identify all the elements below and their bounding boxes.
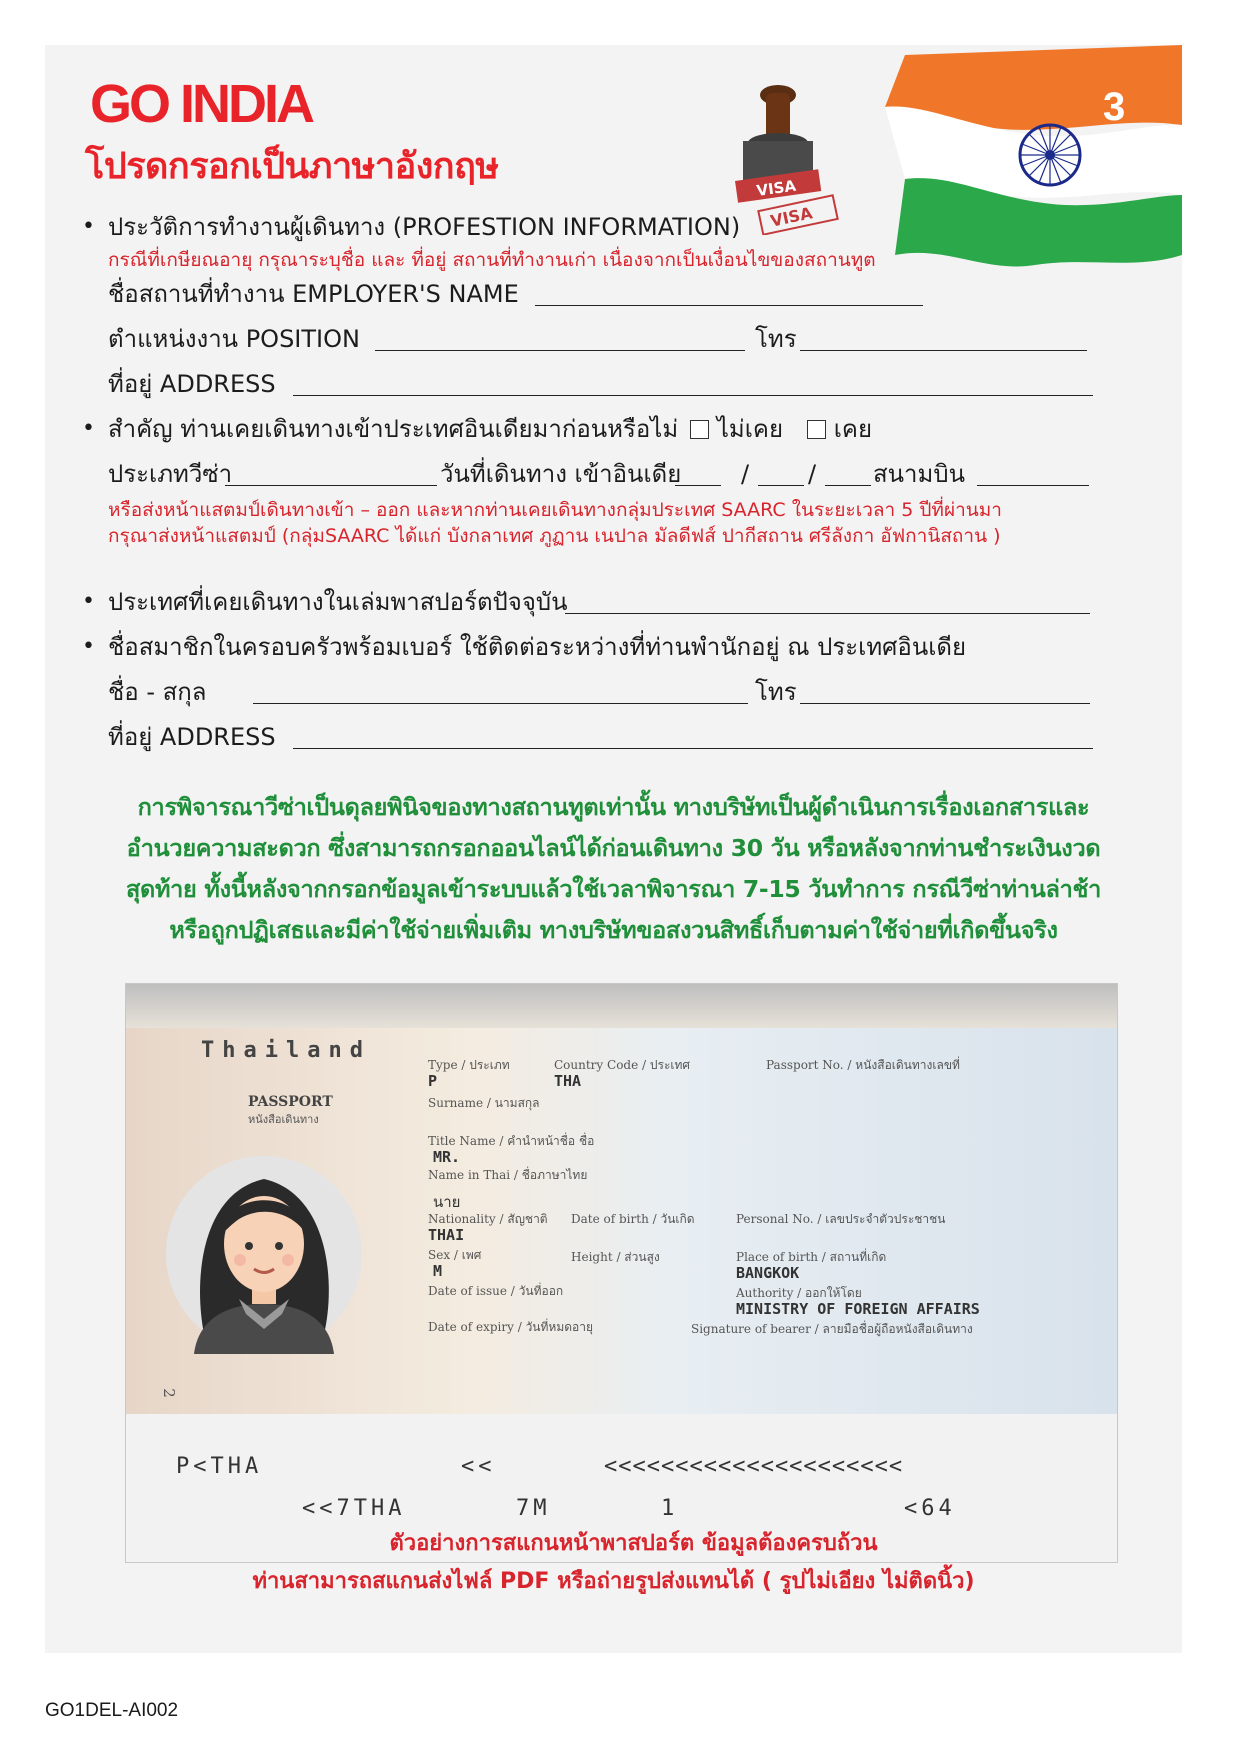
employer-tel-field[interactable] [800,350,1087,351]
india-flag-icon [865,45,1182,285]
dob-label: Date of birth / วันเกิด [571,1212,695,1226]
disclaimer-line-2: อำนวยความสะดวก ซึ่งสามารถกรอกออนไลน์ได้ก่อนเดินทาง 30 วัน หรือหลังจากท่านชำระเงินงวด [126,834,1101,862]
title-name-label: Title Name / คำนำหน้าชื่อ ชื่อ [428,1134,595,1148]
countries-visited-field[interactable] [565,613,1090,614]
saarc-note-line1: หรือส่งหน้าแสตมป์เดินทางเข้า – ออก และหากท่านเคยเดินทางกลุ่มประเทศ SAARC ในระยะเวลา 5 ปีที่ผ่านมา [108,499,1002,521]
never-label: ไม่เคย [716,415,784,443]
doi-label: Date of issue / วันที่ออก [428,1284,564,1298]
contact-address-label: ที่อยู่ ADDRESS [108,723,276,751]
family-contact-heading: • ชื่อสมาชิกในครอบครัวพร้อมเบอร์ ใช้ติดต่อระหว่างที่ท่านพำนักอยู่ ณ ประเทศอินเดีย [108,630,966,664]
signature-label: Signature of bearer / ลายมือชื่อผู้ถือหนังสือเดินทาง [691,1322,973,1336]
form-page [45,45,1182,1653]
mrz-line1-c: <<<<<<<<<<<<<<<<<<<<< [604,1454,904,1479]
brand-logo: GO INDIA [90,74,313,134]
svg-text:VISA: VISA [768,203,815,231]
employer-field[interactable] [535,305,923,306]
passport-caption-line2: ท่านสามารถสแกนส่งไฟล์ PDF หรือถ่ายรูปส่งแทนได้ ( รูปไม่เอียง ไม่ติดนิ้ว) [252,1569,975,1594]
passport-side-mark: 2 [159,1388,178,1398]
entry-month-field[interactable] [758,485,804,486]
yes-checkbox[interactable] [807,420,826,439]
date-slash-1: / [741,460,750,488]
mrz-line2-d: <64 [904,1496,956,1521]
page-number: 3 [1103,85,1126,129]
visa-type-field[interactable] [225,485,437,486]
travel-history-heading: สำคัญ ท่านเคยเดินทางเข้าประเทศอินเดียมาก่อนหรือไม่ [108,415,679,443]
name-thai-value: นาย [433,1193,461,1211]
disclaimer-line-4: หรือถูกปฏิเสธและมีค่าใช้จ่ายเพิ่มเติม ทางบริษัทขอสงวนสิทธิ์เก็บตามค่าใช้จ่ายที่เกิดขึ้นจริง [169,916,1058,944]
title-value: MR. [433,1148,461,1166]
passport-country: Thailand [201,1038,371,1063]
contact-tel-field[interactable] [800,703,1090,704]
country-code-value: THA [554,1072,582,1090]
employer-address-label: ที่อยู่ ADDRESS [108,370,276,398]
surname-label: Surname / นามสกุล [428,1096,540,1110]
doe-label: Date of expiry / วันที่หมดอายุ [428,1320,594,1334]
nationality-value: THAI [428,1226,465,1244]
contact-address-field[interactable] [293,748,1093,749]
date-slash-2: / [808,460,817,488]
nationality-label: Nationality / สัญชาติ [428,1212,548,1226]
authority-value: MINISTRY OF FOREIGN AFFAIRS [736,1300,980,1318]
visa-type-label: ประเภทวีซ่า [108,460,233,488]
passport-caption-line1: ตัวอย่างการสแกนหน้าพาสปอร์ต ข้อมูลต้องครบถ้วน [389,1531,878,1556]
mrz-line1-a: P<THA [176,1454,263,1479]
entry-date-label: วันที่เดินทาง เข้าอินเดีย [440,460,682,488]
position-label: ตำแหน่งงาน POSITION [108,325,360,353]
countries-visited-label: • ประเทศที่เคยเดินทางในเล่มพาสปอร์ตปัจจุบัน [108,585,568,619]
mrz-line2-a: <<7THA [302,1496,406,1521]
mrz-line1-b: << [461,1454,496,1479]
mrz-line2-b: 7M [516,1496,551,1521]
position-field[interactable] [375,350,745,351]
svg-text:VISA: VISA [755,176,798,200]
airport-field[interactable] [977,485,1089,486]
disclaimer-line-3: สุดท้าย ทั้งนี้หลังจากกรอกข้อมูลเข้าระบบแล้วใช้เวลาพิจารณา 7-15 วันทำการ กรณีวีซ่าท่านล่าช้า [125,875,1102,903]
passport-sample-image [125,983,1118,1563]
airport-label: สนามบิน [873,460,965,488]
entry-day-field[interactable] [675,485,721,486]
sex-value: M [433,1262,443,1280]
passport-no-label: Passport No. / หนังสือเดินทางเลขที่ [766,1058,960,1072]
passport-photo-avatar [164,1134,364,1354]
document-code: GO1DEL-AI002 [45,1700,179,1721]
pob-value: BANGKOK [736,1264,800,1282]
contact-name-field[interactable] [253,703,748,704]
contact-tel-label: โทร [755,678,797,706]
country-code-label: Country Code / ประเทศ [554,1058,691,1072]
passport-doc-label: PASSPORT [248,1094,333,1110]
employer-address-field[interactable] [293,395,1093,396]
personal-no-label: Personal No. / เลขประจำตัวประชาชน [736,1212,946,1226]
name-thai-label: Name in Thai / ชื่อภาษาไทย [428,1168,588,1182]
contact-name-label: ชื่อ - สกุล [108,678,207,706]
passport-doc-label-th: หนังสือเดินทาง [248,1113,319,1126]
type-label: Type / ประเภท [428,1058,510,1072]
entry-year-field[interactable] [825,485,871,486]
type-value: P [428,1072,438,1090]
passport-top-band [126,984,1118,1028]
never-checkbox[interactable] [690,420,709,439]
pob-label: Place of birth / สถานที่เกิด [736,1250,887,1264]
mrz-line2-c: 1 [661,1496,679,1521]
profession-heading: • ประวัติการทำงานผู้เดินทาง (PROFESTION INFORMATION) [108,210,740,244]
authority-label: Authority / ออกให้โดย [736,1286,862,1300]
employer-label: ชื่อสถานที่ทำงาน EMPLOYER'S NAME [108,280,519,308]
employer-tel-label: โทร [755,325,797,353]
page-subtitle: โปรดกรอกเป็นภาษาอังกฤษ [85,146,499,187]
visa-disclaimer [45,787,1182,951]
disclaimer-line-1: การพิจารณาวีซ่าเป็นดุลยพินิจของทางสถานทูตเท่านั้น ทางบริษัทเป็นผู้ดำเนินการเรื่องเอกสารและ [137,793,1090,821]
travel-history-question [108,412,872,446]
height-label: Height / ส่วนสูง [571,1250,660,1264]
sex-label: Sex / เพศ [428,1248,482,1262]
saarc-note-line2: กรุณาส่งหน้าแสตมป์ (กลุ่มSAARC ได้แก่ บังกลาเทศ ภูฏาน เนปาล มัลดีฟส์ ปากีสถาน ศรีลังกา อัฟกานิสถาน ) [108,525,1001,547]
retiree-note: กรณีที่เกษียณอายุ กรุณาระบุชื่อ และ ที่อยู่ สถานที่ทำงานเก่า เนื่องจากเป็นเงื่อนไขของสถานทูต [108,249,876,271]
yes-label: เคย [833,415,873,443]
